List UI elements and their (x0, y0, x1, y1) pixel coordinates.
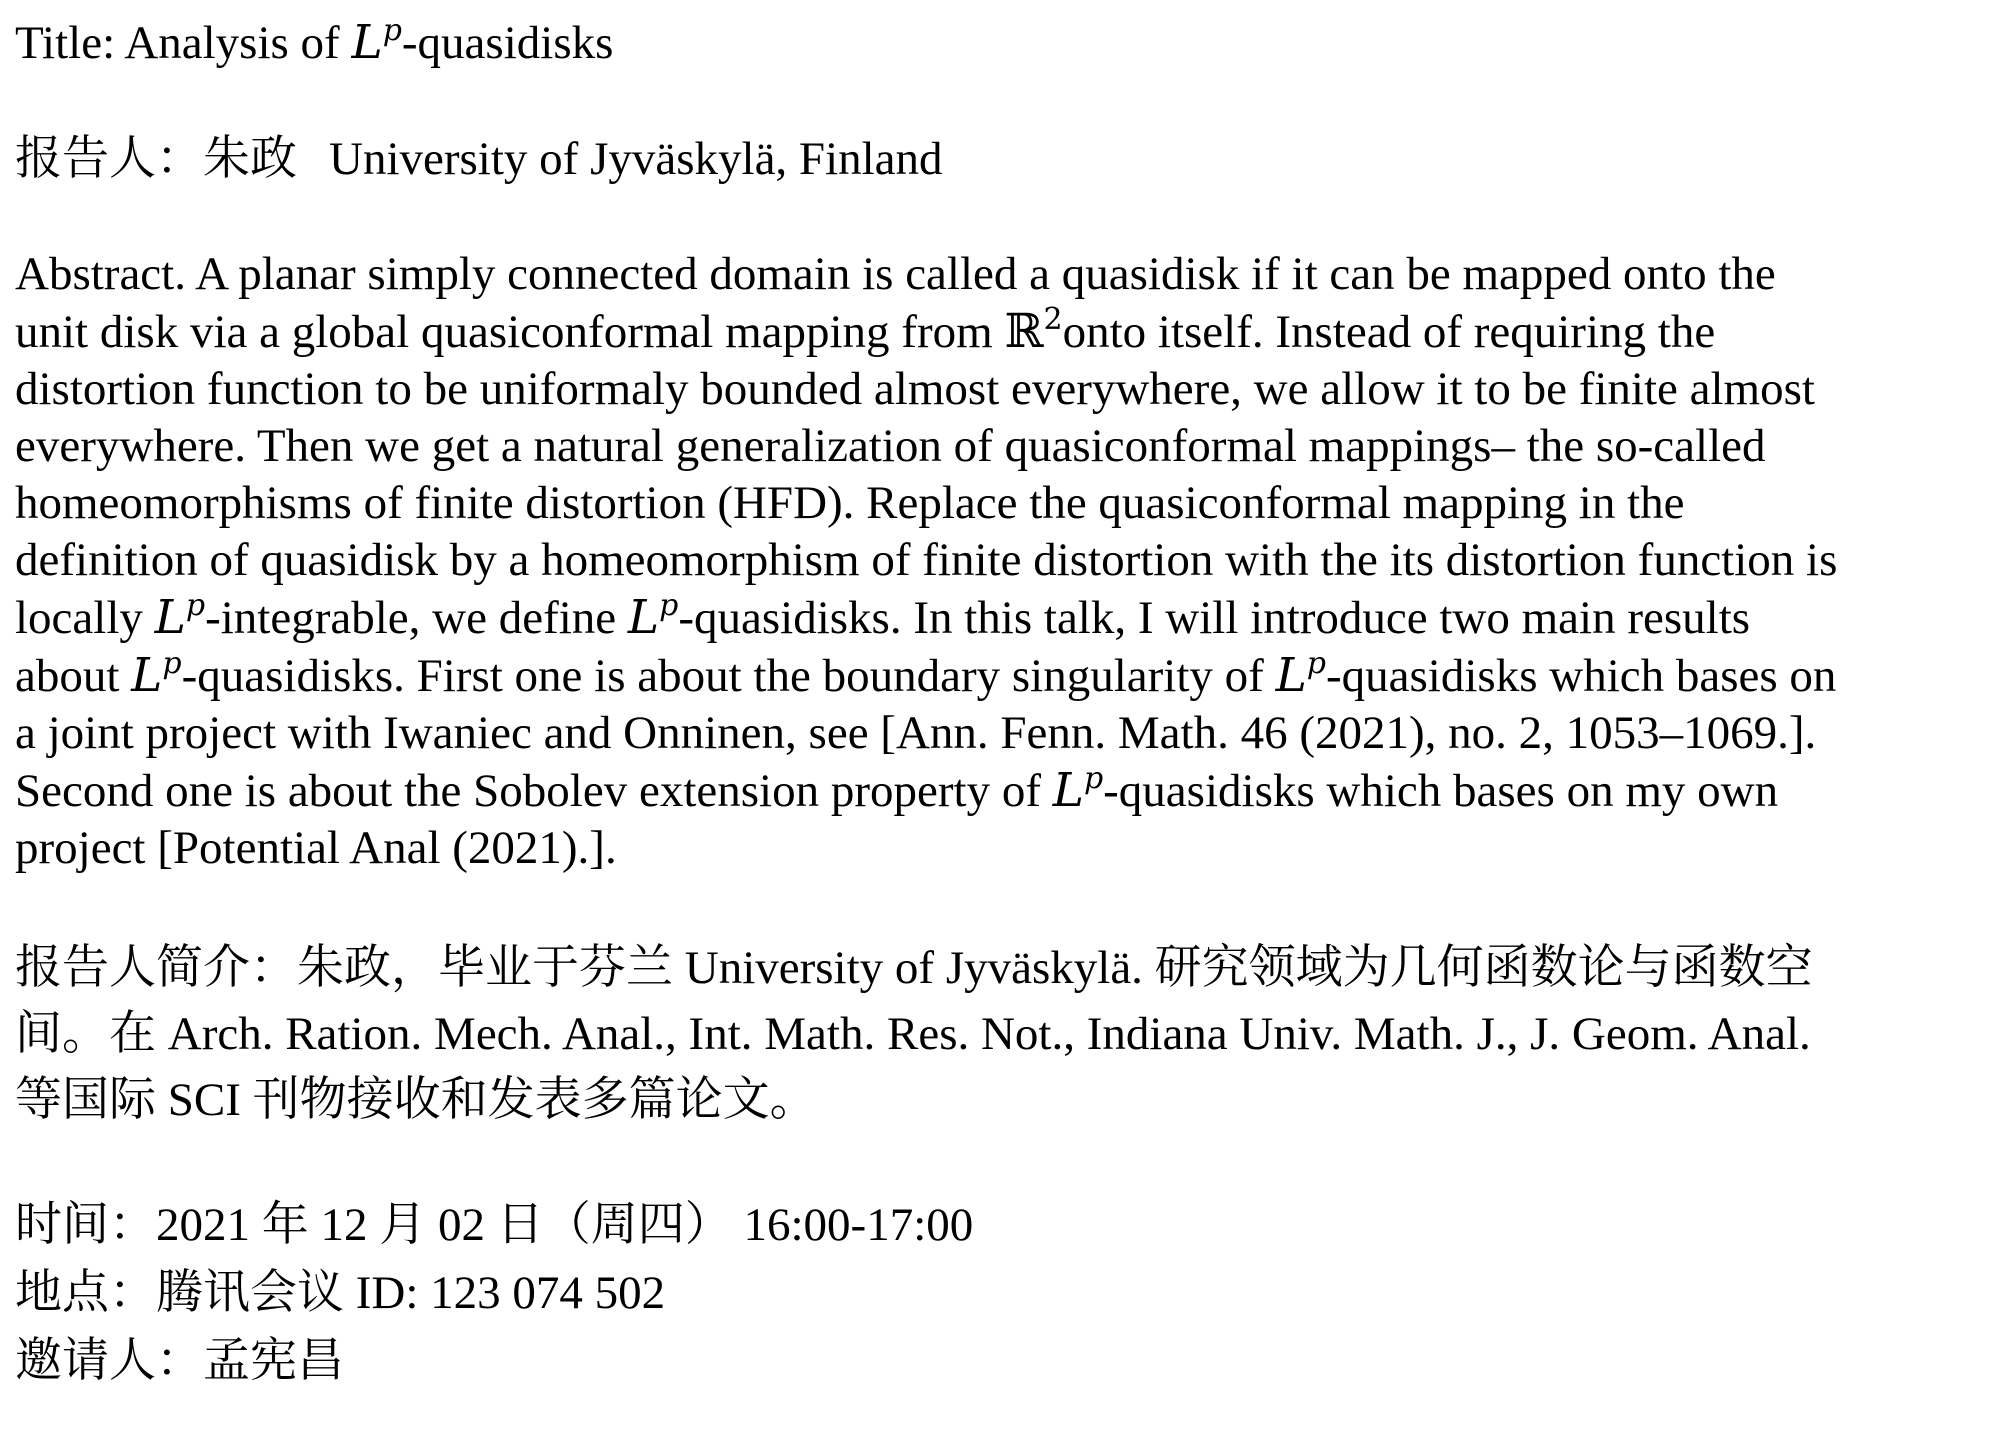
abstract (15, 246, 1990, 877)
spacer (15, 1133, 1990, 1191)
abstract-line: homeomorphisms of finite distortion (HFD). Replace the quasiconformal mapping in the (15, 477, 1685, 529)
speaker-affiliation: University of Jyväskylä, Finland (329, 133, 943, 185)
bio-line: 间。在 Arch. Ration. Mech. Anal., Int. Math. Res. Not., Indiana Univ. Math. J., J. Geom. Anal. (15, 1008, 1811, 1060)
event-info (15, 1191, 1990, 1395)
lp-math: $L^p$ (131, 646, 182, 703)
abstract-line: locally $L^p$-integrable, we define $L^p$-quasidisks. In this talk, I will introduce two main results (15, 588, 1751, 645)
title-prefix: Title: Analysis of (15, 17, 352, 69)
r2-math: ℝ$^2$ (1004, 302, 1063, 359)
abstract-line: unit disk via a global quasiconformal mapping from ℝ$^2$onto itself. Instead of requiring the (15, 302, 1716, 359)
speaker-bio (15, 935, 1990, 1133)
abstract-line: project [Potential Anal (2021).]. (15, 822, 617, 874)
bio-line: 报告人简介：朱政，毕业于芬兰 University of Jyväskylä. 研究领域为几何函数论与函数空 (15, 942, 1813, 994)
lp-math: $L^p$ (627, 588, 679, 645)
location-line: 地点：腾讯会议 ID: 123 074 502 (15, 1267, 666, 1319)
spacer (15, 72, 1990, 130)
abstract-line: about $L^p$-quasidisks. First one is about the boundary singularity of $L^p$-quasidisks which bases on (15, 646, 1837, 703)
speaker-line (15, 130, 1990, 188)
spacer (15, 188, 1990, 246)
speaker-name: 朱政 (203, 133, 297, 185)
abstract-line: a joint project with Iwaniec and Onninen, see [Ann. Fenn. Math. 46 (2021), no. 2, 1053–1069.]. (15, 707, 1817, 759)
lp-math: $L^p$ (1052, 761, 1104, 818)
announcement-document (15, 0, 1990, 1395)
time-line: 时间：2021 年 12 月 02 日（周四） 16:00-17:00 (15, 1199, 974, 1251)
abstract-line: distortion function to be uniformaly bounded almost everywhere, we allow it to be finite almost (15, 363, 1815, 415)
abstract-line: everywhere. Then we get a natural generalization of quasiconformal mappings– the so-called (15, 420, 1766, 472)
abstract-line: definition of quasidisk by a homeomorphism of finite distortion with the its distortion function is (15, 534, 1838, 586)
lp-math: $L^p$ (1275, 646, 1326, 703)
bio-line: 等国际 SCI 刊物接收和发表多篇论文。 (15, 1074, 817, 1126)
abstract-line: Abstract. A planar simply connected domain is called a quasidisk if it can be mapped onto the (15, 248, 1776, 300)
talk-title (15, 14, 1990, 72)
lp-math: $L^p$ (154, 588, 206, 645)
inviter-line: 邀请人：孟宪昌 (15, 1335, 344, 1387)
speaker-label: 报告人： (15, 133, 203, 185)
title-suffix: -quasidisks (401, 17, 614, 69)
title-math: $L^p$ (351, 13, 402, 70)
spacer (15, 877, 1990, 935)
abstract-line: Second one is about the Sobolev extension property of $L^p$-quasidisks which bases on my own (15, 761, 1779, 818)
